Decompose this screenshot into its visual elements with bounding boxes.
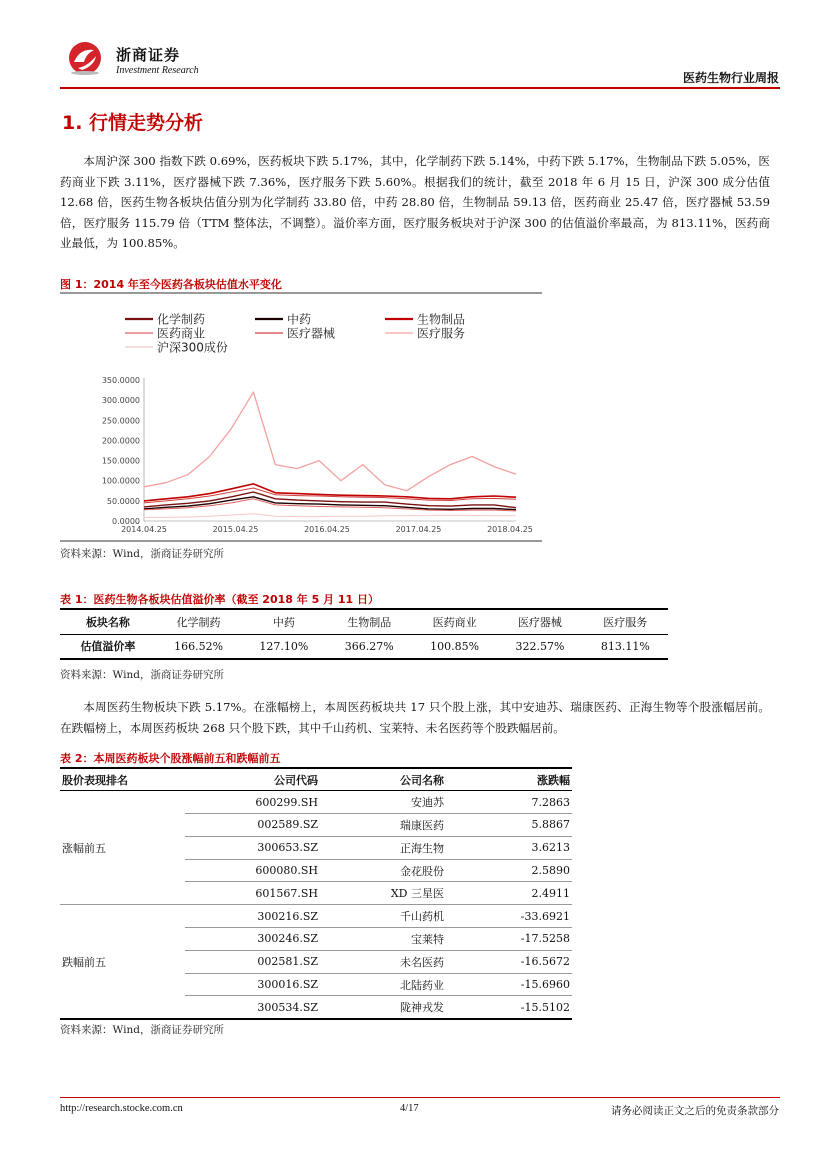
name-cell: XD 三星医 [320, 882, 446, 905]
series-line [144, 497, 516, 510]
header-cell: 医疗器械 [497, 609, 582, 634]
table1-title: 表 1：医药生物各板块估值溢价率（截至 2018 年 5 月 11 日） [60, 593, 380, 606]
series-line [144, 392, 516, 491]
table-row [60, 791, 572, 814]
table1-source: 资料来源：Wind，浙商证券研究所 [60, 669, 224, 681]
code-cell: 601567.SH [185, 882, 320, 905]
legend-label: 沪深300成份 [157, 340, 228, 355]
code-cell: 600299.SH [185, 791, 320, 814]
valuation-line-chart [60, 290, 542, 542]
name-cell: 千山药机 [320, 905, 446, 928]
series-line [144, 484, 516, 501]
ranking-table-header [60, 768, 572, 791]
change-cell: -15.5102 [446, 996, 572, 1019]
paragraph-stocks [60, 697, 770, 738]
stock-ranking-table [60, 767, 572, 1020]
company-name-cn: 浙商证券 [116, 46, 181, 64]
name-cell: 瑞康医药 [320, 814, 446, 837]
paragraph-market [60, 151, 770, 254]
premium-table [60, 608, 668, 660]
name-cell: 金花股份 [320, 859, 446, 882]
value-cell: 166.52% [156, 634, 241, 659]
premium-table-header [60, 609, 668, 634]
company-name-en: Investment Research [116, 65, 199, 76]
header-cell: 板块名称 [60, 609, 156, 634]
legend-label: 医药商业 [157, 326, 206, 341]
figure1-source: 资料来源：Wind，浙商证券研究所 [60, 548, 224, 560]
group-label-losers: 跌幅前五 [60, 905, 185, 1019]
company-logo [64, 40, 106, 76]
header-cell: 医疗服务 [583, 609, 668, 634]
header-cell: 股价表现排名 [60, 768, 185, 791]
y-tick-label: 50.0000 [106, 496, 140, 506]
code-cell: 300246.SZ [185, 928, 320, 951]
premium-table-row [60, 634, 668, 659]
page-number: 4/17 [400, 1103, 419, 1114]
y-tick-label: 200.0000 [101, 436, 140, 446]
change-cell: 5.8867 [446, 814, 572, 837]
x-tick-label: 2017.04.25 [395, 525, 442, 534]
code-cell: 002589.SZ [185, 814, 320, 837]
disclaimer-note: 请务必阅读正文之后的免责条款部分 [611, 1105, 779, 1117]
header-cell: 生物制品 [327, 609, 412, 634]
footer-url[interactable]: http://research.stocke.com.cn [60, 1103, 183, 1114]
series-line [144, 514, 516, 518]
name-cell: 陇神戎发 [320, 996, 446, 1019]
value-cell: 127.10% [241, 634, 326, 659]
header-cell: 医药商业 [412, 609, 497, 634]
value-cell: 100.85% [412, 634, 497, 659]
change-cell: -17.5258 [446, 928, 572, 951]
y-tick-label: 0.0000 [112, 517, 140, 526]
table2-source: 资料来源：Wind，浙商证券研究所 [60, 1024, 224, 1036]
name-cell: 北陆药业 [320, 973, 446, 996]
x-tick-label: 2016.04.25 [304, 525, 350, 534]
paragraph-stocks-text: 本周医药生物板块下跌 5.17%。在涨幅榜上，本周医药板块共 17 只个股上涨，其中安迪苏、瑞康医药、正海生物等个股涨幅居前。在跌幅榜上，本周医药板块 268 只个股下跌，其中千山药机、宝莱特、未名医药等个股跌幅居前。 [60, 700, 770, 735]
legend-label: 生物制品 [417, 312, 466, 327]
header-divider [60, 87, 780, 89]
x-tick-label: 2014.04.25 [121, 525, 167, 534]
table2-title: 表 2：本周医药板块个股涨幅前五和跌幅前五 [60, 752, 281, 765]
y-tick-label: 150.0000 [101, 456, 140, 466]
legend-label: 中药 [287, 312, 312, 327]
header-cell: 中药 [241, 609, 326, 634]
change-cell: -15.6960 [446, 973, 572, 996]
legend-label: 化学制药 [157, 312, 206, 327]
code-cell: 300534.SZ [185, 996, 320, 1019]
code-cell: 300016.SZ [185, 973, 320, 996]
value-cell: 366.27% [327, 634, 412, 659]
report-type: 医药生物行业周报 [682, 71, 779, 85]
section-title: 1. 行情走势分析 [62, 112, 204, 134]
name-cell: 未名医药 [320, 950, 446, 973]
change-cell: -33.6921 [446, 905, 572, 928]
name-cell: 安迪苏 [320, 791, 446, 814]
header-cell: 涨跌幅 [446, 768, 572, 791]
name-cell: 宝莱特 [320, 928, 446, 951]
figure1-title: 图 1：2014 年至今医药各板块估值水平变化 [60, 278, 282, 291]
legend-label: 医疗器械 [287, 326, 336, 341]
footer-divider [60, 1097, 780, 1098]
header-cell: 公司代码 [185, 768, 320, 791]
value-cell: 322.57% [497, 634, 582, 659]
change-cell: 2.5890 [446, 859, 572, 882]
x-tick-label: 2018.04.25 [487, 525, 533, 534]
change-cell: 7.2863 [446, 791, 572, 814]
row-label: 估值溢价率 [60, 634, 156, 659]
y-tick-label: 350.0000 [101, 376, 140, 385]
code-cell: 002581.SZ [185, 950, 320, 973]
change-cell: 3.6213 [446, 836, 572, 859]
code-cell: 300216.SZ [185, 905, 320, 928]
name-cell: 正海生物 [320, 836, 446, 859]
table-row [60, 905, 572, 928]
code-cell: 600080.SH [185, 859, 320, 882]
x-tick-label: 2015.04.25 [212, 525, 259, 534]
y-tick-label: 100.0000 [101, 476, 140, 486]
header-cell: 公司名称 [320, 768, 446, 791]
legend-label: 医疗服务 [417, 326, 466, 341]
y-tick-label: 300.0000 [101, 396, 140, 406]
value-cell: 813.11% [583, 634, 668, 659]
code-cell: 300653.SZ [185, 836, 320, 859]
change-cell: -16.5672 [446, 950, 572, 973]
group-label-gainers: 涨幅前五 [60, 791, 185, 905]
change-cell: 2.4911 [446, 882, 572, 905]
paragraph-market-text: 本周沪深 300 指数下跌 0.69%，医药板块下跌 5.17%，其中，化学制药下跌 5.14%，中药下跌 5.17%，生物制品下跌 5.05%，医药商业下跌 3.11%，医疗器械下跌 7.36%，医疗服务下跌 5.60%。根据我们的统计，截至 2018 年 6 月 15 日，沪深 300 成分估值 12.68 倍，医药生物各板块估值分别为化学制药 33.80 倍，中药 28.80 倍，生物制品 59.13 倍，医药商业 25.47 倍，医疗器械 53.59 倍，医疗服务 115.79 倍（TTM 整体法，不调整）。溢价率方面，医疗服务板块对于沪深 300 的估值溢价率最高，为 813.11%，医药商业最低，为 100.85%。 [60, 154, 770, 251]
header-cell: 化学制药 [156, 609, 241, 634]
y-tick-label: 250.0000 [101, 416, 140, 426]
